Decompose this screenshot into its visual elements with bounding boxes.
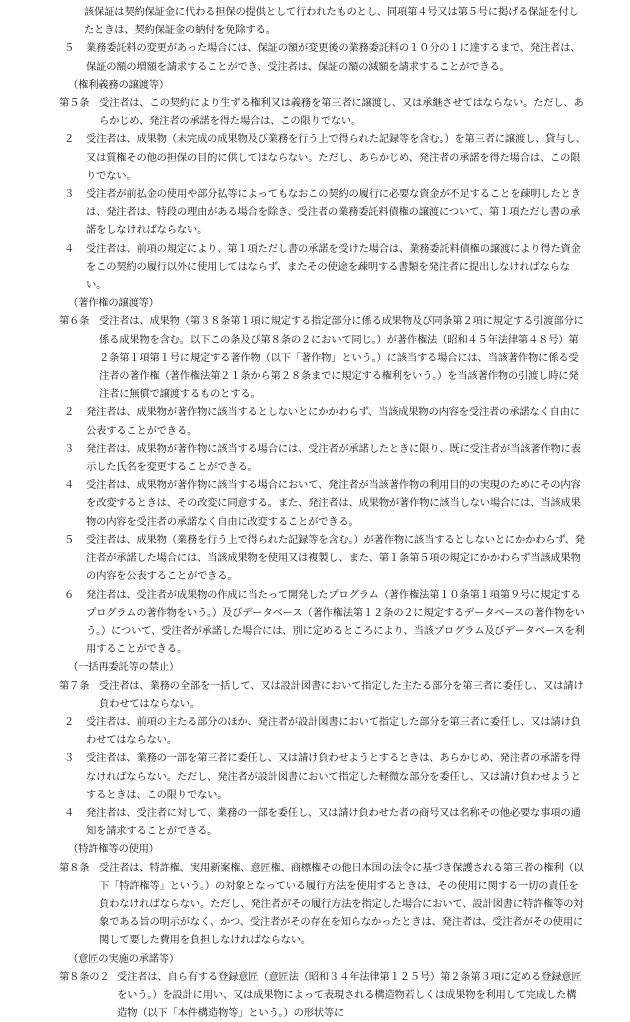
item-number: ３ [64,188,75,201]
item-text: 受注者は、成果物が著作物に該当する場合において、発注者が当該著作物の利用目的の実現のためにその内容を改変するときは、その改変に同意する。また、発注者は、成果物が著作物に該当しない場合には、当該成果物の内容を受注者の承諾なく自由に改変することができる。 [86,479,581,528]
section-heading: （特許権等の使用） [68,843,159,856]
item-text: 発注者は、受注者が成果物の作成に当たって開発したプログラム（著作権法第１０条第１項第９号に規定するプログラムの著作物をいう。）及びデータベース（著作権法第１２条の２に規定するデータベースの著作物をいう。）について、受注者が承諾した場合には、別に定めるところにより、当該プログラム及びデータベースを利用することができる。 [86,588,585,656]
paragraph-item [64,586,586,659]
item-number: ４ [64,806,75,819]
article-number: 第５条 [59,97,90,110]
section-heading: （意匠の実施の承諾等） [68,952,180,965]
article-number: 第７条 [59,679,90,692]
item-text: 受注者は、前項の主たる部分のほか、発注者が設計図書において指定した部分を第三者に委任し、又は請け負わせてはならない。 [86,715,581,747]
article-text: 受注者は、成果物（第３８条第１項に規定する指定部分に係る成果物及び同条第２項に規定する引渡部分に係る成果物を含む。以下この条及び第８条の２において同じ。）が著作権法（昭和４５年法律第４８号）第２条第１項第１号に規定する著作物（以下「著作物」という。）に該当する場合には、当該著作物に係る受注者の著作権（著作権法第２１条から第２８条までに規定する権利をいう。）を当該著作物の引渡し時に発注者に無償で譲渡するものとする。 [99,315,584,401]
article-paragraph [59,94,586,130]
item-text: 業務委託料の変更があった場合には、保証の額が変更後の業務委託料の１０分の１に達するまで、発注者は、保証の額の増額を請求することができ、受注者は、保証の額の減額を請求することができる。 [86,42,581,73]
item-number: ５ [64,533,75,546]
section-article-7 [59,658,586,840]
article-paragraph [59,312,586,403]
article-number: 第８条 [59,861,90,874]
paragraph-item [64,130,586,185]
paragraph-item [64,403,586,439]
article-paragraph [59,968,586,1022]
paragraph-item-5 [64,39,586,75]
article-text: 受注者は、特許権、実用新案権、意匠権、商標権その他日本国の法令に基づき保護される第三者の権利（以下「特許権等」という。）の対象となっている履行方法を使用するときは、その使用に関する一切の責任を負わなければならない。ただし、発注者がその履行方法を指定した場合において、設計図書に特許権等の対象である旨の明示がなく、かつ、受注者がその存在を知らなかったときは、発注者は、受注者がその使用に関して要した費用を負担しなければならない。 [99,861,584,947]
article-paragraph [59,859,586,950]
item-number: ６ [64,588,75,601]
item-number: ３ [64,442,75,455]
paragraph-continuation: 該保証は契約保証金に代わる担保の提供として行われたものとし、同項第４号又は第５号に掲げる保証を付したときは、契約保証金の納付を免除する。 [84,6,579,37]
section-heading: （一括再委託等の禁止） [68,661,180,674]
item-number: ２ [64,133,75,146]
item-number: ３ [64,752,75,765]
item-number: ４ [64,242,75,255]
item-number: ４ [64,479,75,492]
section-article-6 [59,294,586,658]
paragraph-item [64,713,586,749]
item-text: 受注者は、業務の一部を第三者に委任し、又は請け負わせようとするときは、あらかじめ、発注者の承諾を得なければならない。ただし、発注者が設計図書において指定した軽微な部分を委任し、又は請け負わせようとするときは、この限りでない。 [86,752,581,801]
paragraph-item [64,185,586,240]
paragraph-item [64,749,586,804]
paragraph-item [64,440,586,476]
item-text: 受注者が前払金の使用や部分払等によってもなおこの契約の履行に必要な資金が不足することを疎明したときは、発注者は、特段の理由がある場合を除き、受注者の業務委託料債権の譲渡について、第１項ただし書の承諾をしなければならない。 [86,188,581,237]
paragraph-item [64,804,586,840]
item-text: 受注者は、成果物（業務を行う上で得られた記録等を含む。）が著作物に該当するとしないとにかかわらず、発注者が承諾した場合には、当該成果物を使用又は複製し、また、第１条第５項の規定にかかわらず当該成果物の内容を公表することができる。 [86,533,585,583]
section-heading: （権利義務の譲渡等） [68,78,169,91]
article-text: 受注者は、この契約により生ずる権利又は義務を第三者に譲渡し、又は承継させてはならない。ただし、あらかじめ、発注者の承諾を得た場合は、この限りでない。 [99,97,584,128]
article-text: 受注者は、自ら有する登録意匠（意匠法（昭和３４年法律第１２５号）第２条第３項に定める登録意匠をいう。）を設計に用い、又は成果物によって表現される構造物若しくは成果物を利用して完成した構造物（以下「本件構造物等」という。）の形状等に [117,970,582,1020]
section-heading: （著作権の譲渡等） [68,297,159,310]
paragraph-item [64,531,586,586]
item-number: ２ [64,406,75,419]
item-number: ２ [64,715,75,728]
item-text: 発注者は、成果物が著作物に該当するとしないとにかかわらず、当該成果物の内容を受注者の承諾なく自由に公表することができる。 [86,406,580,437]
section-article-8-2 [59,950,586,1022]
section-article-5 [59,76,586,294]
item-text: 発注者は、受注者に対して、業務の一部を委任し、又は請け負わせた者の商号又は名称その他必要な事項の通知を請求することができる。 [86,806,581,838]
article-text: 受注者は、業務の全部を一括して、又は設計図書において指定した主たる部分を第三者に委任し、又は請け負わせてはならない。 [99,679,584,710]
item-number: ５ [64,42,75,55]
section-article-8 [59,840,586,949]
item-text: 受注者は、前項の規定により、第１項ただし書の承諾を受けた場合は、業務委託料債権の譲渡により得た資金をこの契約の履行以外に使用してはならず、またその使途を疎明する書類を発注者に提出しなければならない。 [86,242,581,292]
article-paragraph [59,677,586,713]
item-text: 発注者は、成果物が著作物に該当する場合には、受注者が承諾したときに限り、既に受注者が当該著作物に表示した氏名を変更することができる。 [86,442,581,474]
item-text: 受注者は、成果物（未完成の成果物及び業務を行う上で得られた記録等を含む。）を第三者に譲渡し、貸与し、又は質権その他の担保の目的に供してはならない。ただし、あらかじめ、発注者の承諾を得た場合は、この限りでない。 [86,133,586,182]
article-number: 第６条 [59,315,90,328]
paragraph-item [64,476,586,531]
paragraph-item [64,240,586,295]
article-number: 第８条の２ [59,970,110,983]
